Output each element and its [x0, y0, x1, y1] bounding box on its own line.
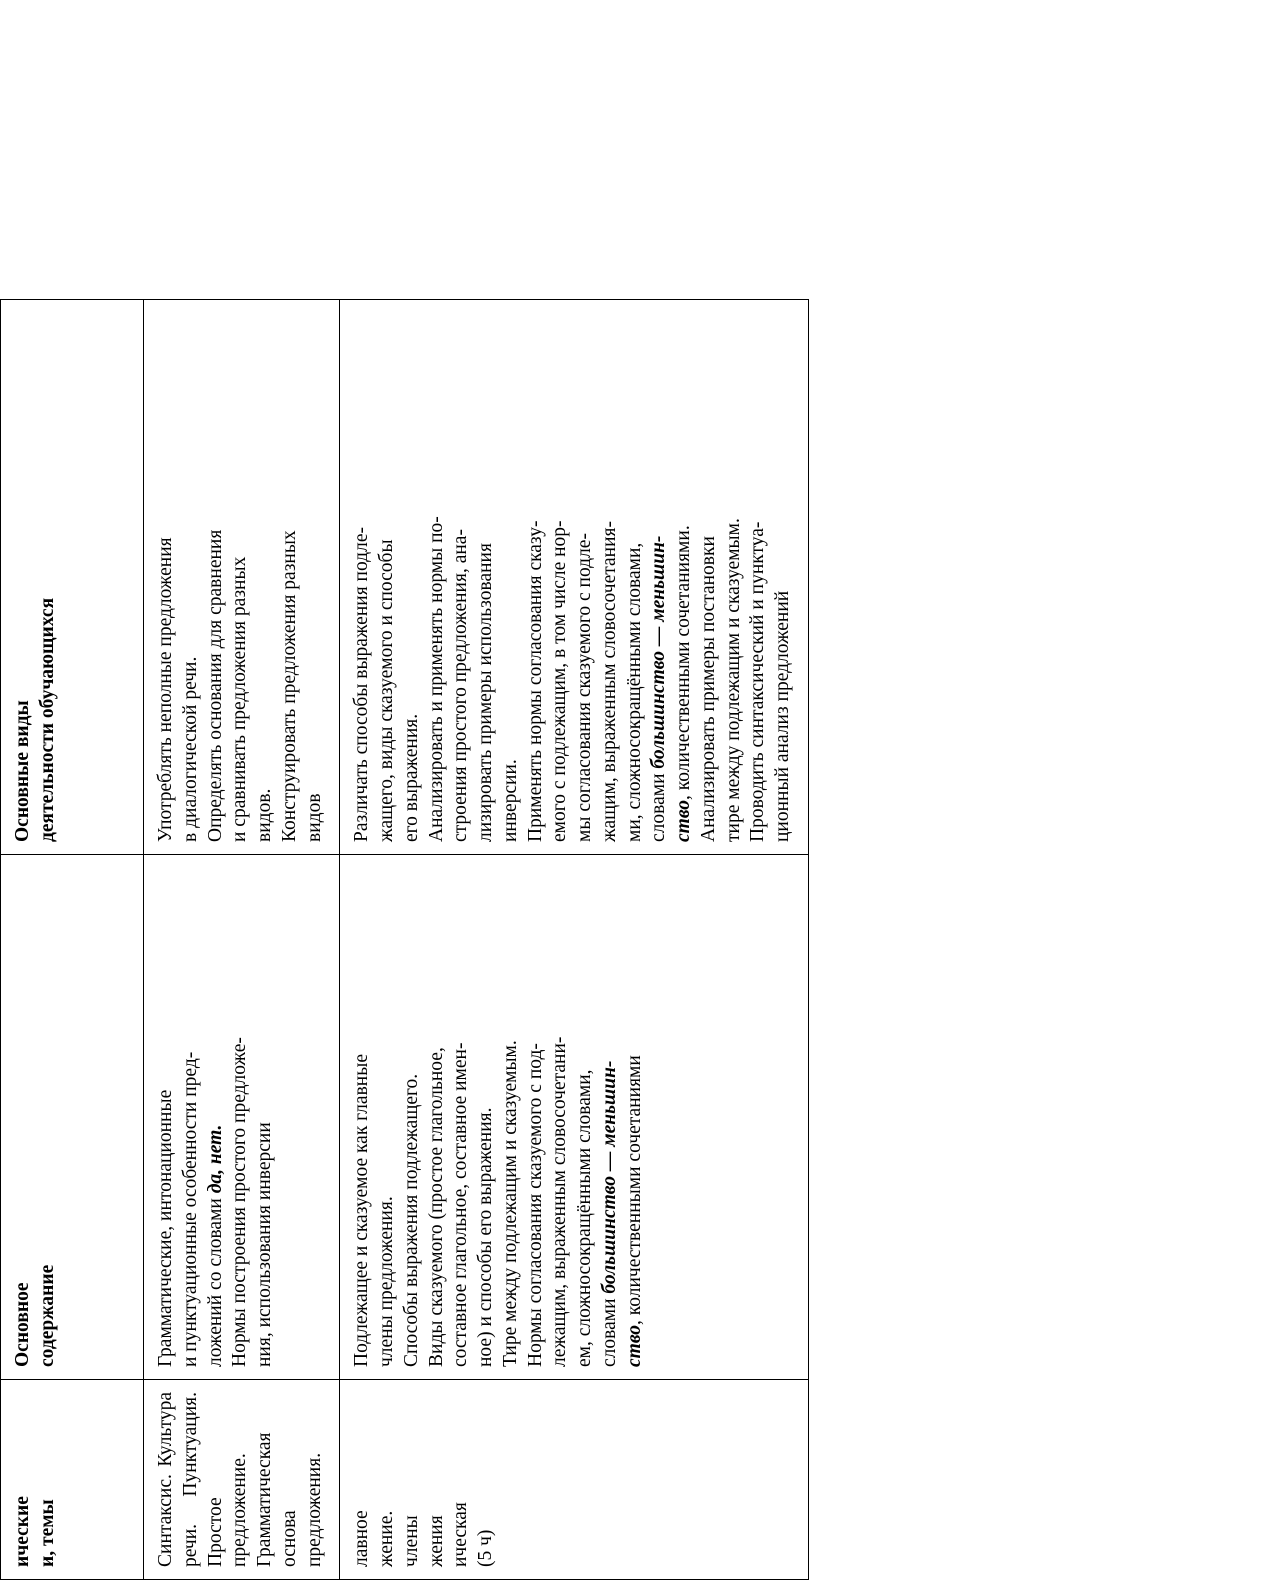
- activity-line: и сравнивать предложения разных: [229, 556, 251, 842]
- activity-line: ми, сложносокращёнными словами,: [623, 542, 645, 842]
- content-line-text: ложений со словами: [204, 1193, 226, 1367]
- content-line: составное глагольное, составное имен-: [450, 1042, 472, 1367]
- term-bolshinstvo-menshinstvo-cont: ство: [673, 799, 694, 842]
- activity-line: Конструировать предложения разных: [278, 530, 300, 842]
- content-line-text: словами: [598, 1293, 620, 1367]
- activities-cell-1: [144, 300, 340, 855]
- content-line-text: , количественными сочетаниями: [623, 1055, 645, 1325]
- table-row: [340, 300, 809, 1580]
- content-cell-1: [144, 855, 340, 1380]
- activity-line-text: , количественными сочетаниями.: [673, 525, 694, 800]
- activity-line: Проводить синтаксический и пунктуа-: [747, 521, 769, 842]
- topic-line: члены: [400, 1515, 422, 1567]
- content-line: [623, 867, 648, 1367]
- content-cell-2: [340, 855, 809, 1380]
- content-line: члены предложения.: [376, 1196, 397, 1367]
- activity-line: ционный анализ предложений: [772, 590, 793, 842]
- activity-line: Анализировать примеры постановки: [697, 536, 719, 842]
- activity-line: Применять нормы согласования сказу-: [524, 520, 546, 842]
- activity-line: жащего, виды сказуемого и способы: [376, 539, 397, 842]
- topic-line: ическая: [450, 1502, 472, 1567]
- activity-line-text: словами: [648, 768, 670, 842]
- content-line: лежащим, выраженным словосочетани-: [549, 1036, 571, 1367]
- activity-line: Употреблять неполные предложения: [155, 537, 176, 842]
- header-content-line1: Основное: [12, 1282, 33, 1367]
- content-line: ния, использования инверсии: [254, 1122, 275, 1367]
- content-line: Подлежащее и сказуемое как главные: [351, 1054, 373, 1367]
- activity-line: строения простого предложения, ана-: [450, 529, 472, 842]
- activity-line: лизировать примеры использования: [475, 543, 496, 842]
- topic-line: (5 ч): [475, 1529, 496, 1567]
- table-header-row: [1, 300, 144, 1580]
- activity-line: мы согласования сказуемого с подле-: [574, 533, 595, 842]
- header-activities-line2: деятельности обучающихся: [36, 597, 58, 842]
- activity-line: его выражения.: [400, 713, 422, 842]
- topic-line: лавное: [351, 1510, 373, 1567]
- term-bolshinstvo-menshinstvo: большинство — меньшин-: [648, 535, 670, 769]
- activity-line: Различать способы выражения подле-: [351, 527, 373, 842]
- topic-1-text: Синтаксис. Культура речи. Пунктуация. Простое предложение. Грамматическая основа предложения.: [155, 1392, 325, 1567]
- header-cell-topics: [1, 1380, 144, 1580]
- content-line: и пунктуационные особенности пред-: [179, 1051, 201, 1367]
- header-activities-line1: Основные виды: [12, 700, 33, 842]
- content-line: [598, 867, 623, 1367]
- content-line: Грамматические, интонационные: [155, 1089, 176, 1367]
- table-shifter: [0, 300, 809, 1580]
- topic-line: жение.: [376, 1510, 397, 1567]
- curriculum-table: [0, 299, 809, 1580]
- term-bolshinstvo-menshinstvo-cont: ство: [623, 1324, 645, 1367]
- activity-line: Анализировать и применять нормы по-: [425, 516, 447, 842]
- header-cell-content: [1, 855, 144, 1380]
- content-line: ное) и способы его выражения.: [475, 1107, 496, 1367]
- content-line: Способы выражения подлежащего.: [400, 1073, 422, 1367]
- content-line: Тире между подлежащим и сказуемым.: [499, 1040, 521, 1367]
- header-content-line2: содержание: [36, 1264, 58, 1367]
- table-row: [144, 300, 340, 1580]
- term-bolshinstvo-menshinstvo: большинство — меньшин-: [598, 1060, 620, 1294]
- activity-line: видов.: [254, 788, 275, 842]
- activity-line: [647, 312, 672, 842]
- content-line: Виды сказуемого (простое глагольное,: [425, 1047, 447, 1367]
- activity-line: емого с подлежащим, в том числе нор-: [549, 520, 571, 842]
- activity-line: Определять основания для сравнения: [204, 529, 226, 842]
- header-topics-line1: ические: [12, 1496, 33, 1567]
- activity-line: инверсии.: [499, 759, 521, 842]
- term-da-net: да, нет.: [204, 1124, 226, 1194]
- topic-cell-2: [340, 1380, 809, 1580]
- content-line: Нормы согласования сказуемого с под-: [524, 1043, 546, 1367]
- content-line: Нормы построения простого предложе-: [229, 1037, 251, 1367]
- content-line: ем, сложносокращёнными словами,: [574, 1069, 595, 1367]
- activity-line: жащим, выраженным словосочетания-: [598, 521, 620, 842]
- topic-line: жения: [425, 1515, 447, 1567]
- header-topics-line2: и, темы: [36, 1499, 58, 1567]
- header-cell-activities: [1, 300, 144, 855]
- topic-cell-1: [144, 1380, 340, 1580]
- activities-cell-2: [340, 300, 809, 855]
- activity-line: видов: [303, 793, 325, 842]
- activity-line: [672, 312, 697, 842]
- activity-line: в диалогической речи.: [179, 656, 201, 842]
- content-line: [204, 867, 229, 1367]
- activity-line: тире между подлежащим и сказуемым.: [722, 518, 744, 842]
